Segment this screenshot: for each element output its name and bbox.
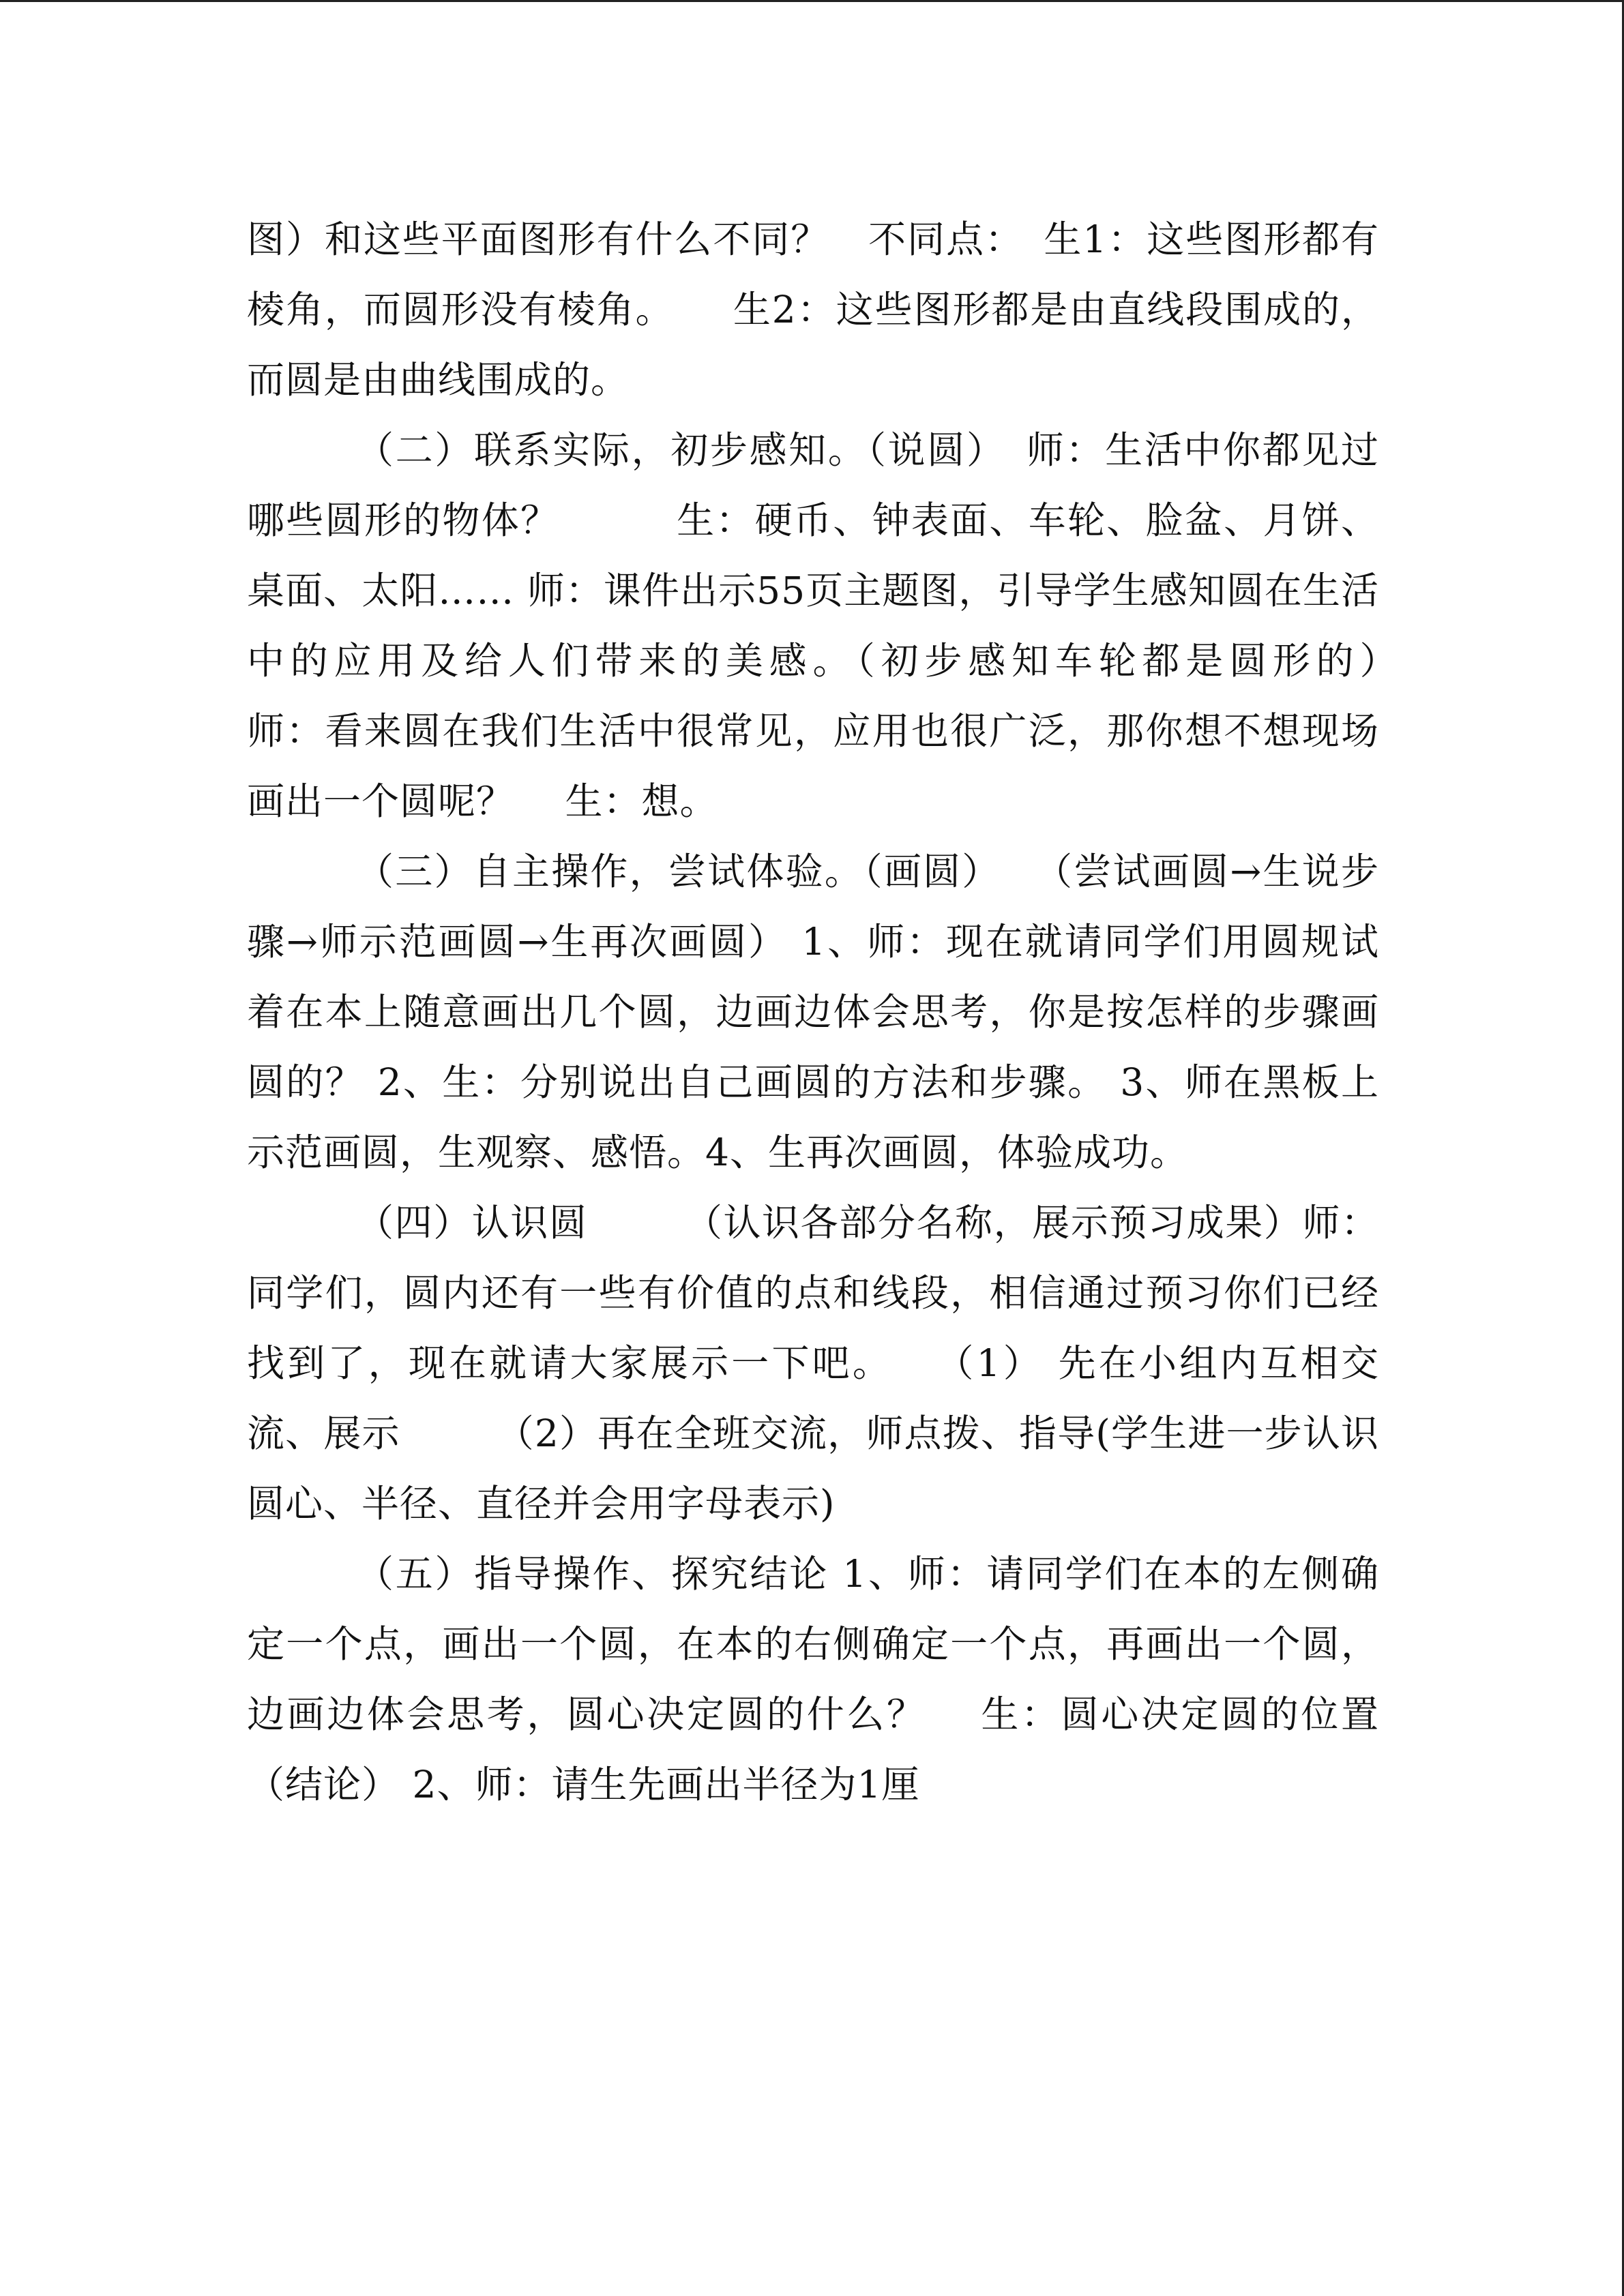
- paragraph-section-three: （三）自主操作，尝试体验。（画圆） （尝试画圆→生说步骤→师示范画圆→生再次画圆） 1、师：现在就请同学们用圆规试着在本上随意画出几个圆，边画边体会思考，你是按怎样的步骤画圆的？ 2、生：分别说出自己画圆的方法和步骤。 3、师在黑板上示范画圆，生观察、感悟。4、生再次画圆，体验成功。: [247, 850, 1379, 1174]
- paragraph-section-two: （二）联系实际，初步感知。（说圆） 师：生活中你都见过哪些圆形的物体？ 生：硬币、钟表面、车轮、脸盆、月饼、桌面、太阳…… 师：课件出示55页主题图，引导学生感知圆在生活中的应用及给人们带来的美感。（初步感知车轮都是圆形的） 师：看来圆在我们生活中很常见，应用也很广泛，那你想不想现场画出一个圆呢？ 生：想。: [247, 428, 1494, 823]
- page-border-top: [0, 0, 1624, 2]
- document-body: [247, 205, 1494, 1820]
- paragraph-section-four: （四）认识圆 （认识各部分名称，展示预习成果）师：同学们，圆内还有一些有价值的点和线段，相信通过预习你们已经找到了，现在就请大家展示一下吧。 （1） 先在小组内互相交流、展示 （2）再在全班交流，师点拨、指导(学生进一步认识圆心、半径、直径并会用字母表示): [247, 1201, 1379, 1525]
- paragraph-section-five: （五）指导操作、探究结论 1、师：请同学们在本的左侧确定一个点，画出一个圆，在本的右侧确定一个点，再画出一个圆，边画边体会思考，圆心决定圆的什么？ 生：圆心决定圆的位置（结论） 2、师：请生先画出半径为1厘: [247, 1552, 1379, 1806]
- paragraph-intro-differences: 图）和这些平面图形有什么不同？ 不同点： 生1：这些图形都有棱角，而圆形没有棱角。 生2：这些图形都是由直线段围成的，而圆是由曲线围成的。: [247, 218, 1379, 402]
